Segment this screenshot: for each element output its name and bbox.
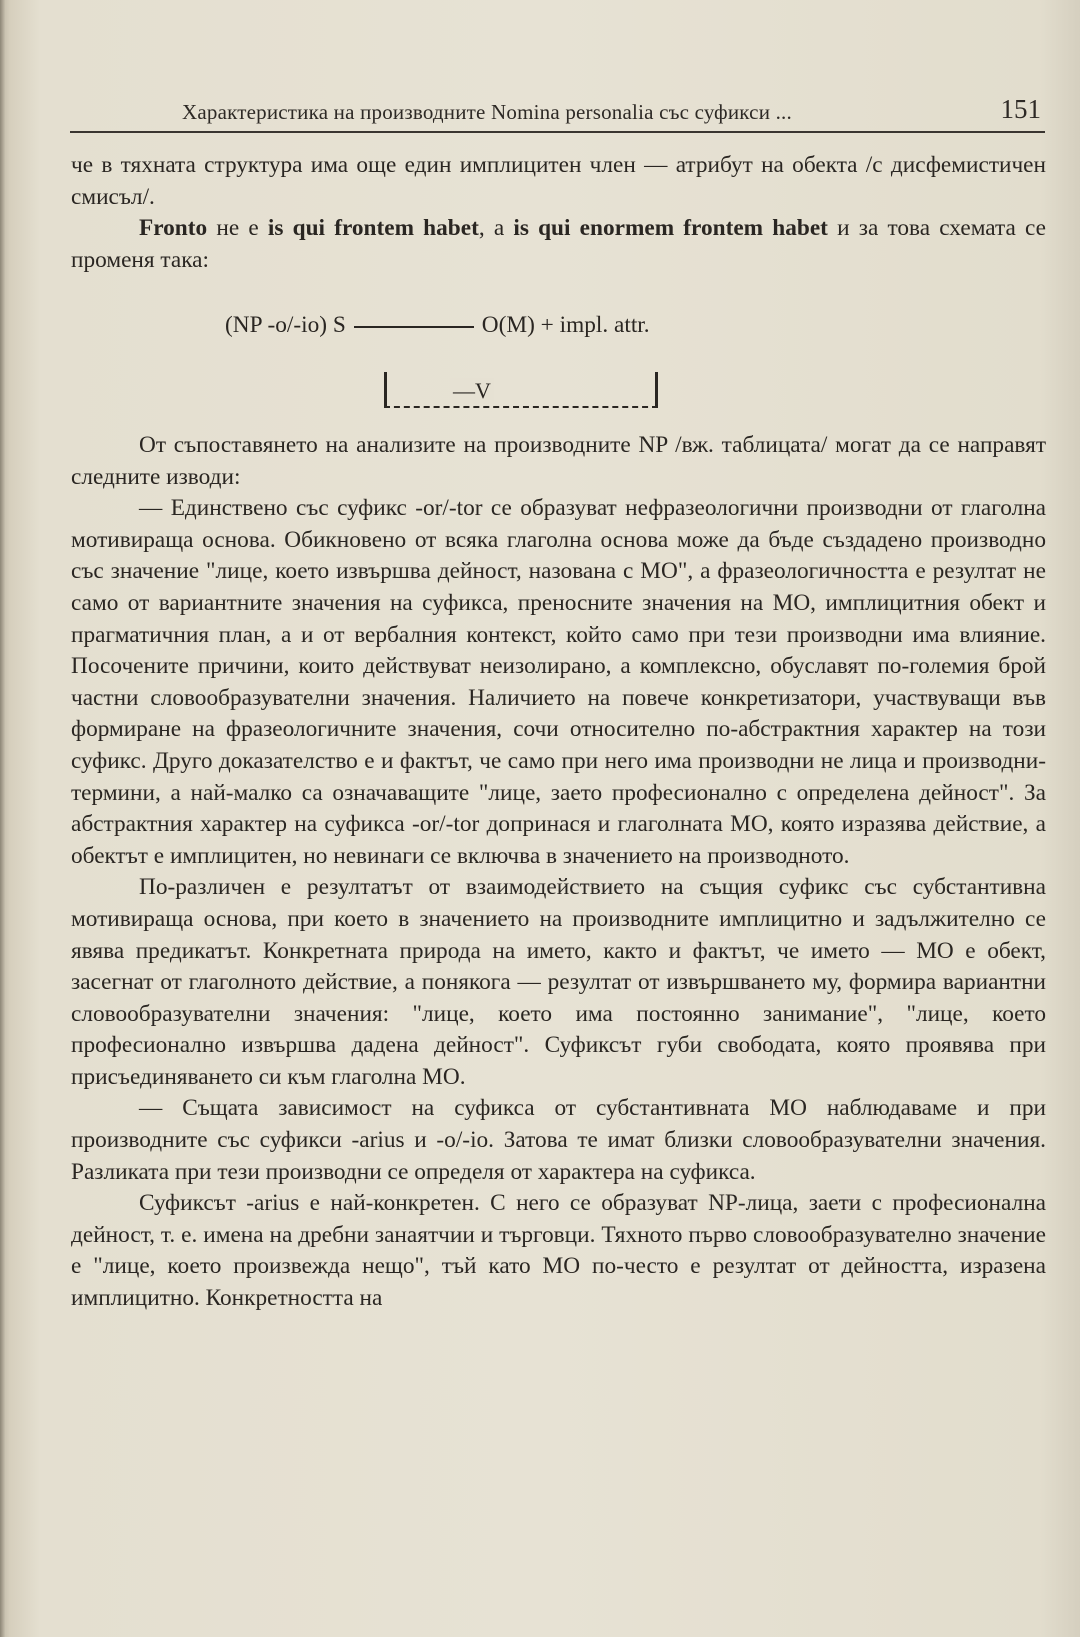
schema-left: (NP -o/-io) S [225,312,346,338]
page-spine-shadow [0,0,5,1637]
paragraph-4: — Единствено със суфикс -or/-tor се образуват нефразеологични производни от глаголна мотивираща основа. Обикновено от всяка глаголна основа може да бъде създадено производно със значение "лице, което извършва дейност, назована с МО", а фразеологичността е резултат не само от вариантните значения на суфикса, преносните значения на МО, имплицитния обект и прагматичния план, а и от вербалния контекст, който само при тези производни има влияние. Посочените причини, които действуват неизолирано, а комплексно, обуславят по-големия брой частни словообразувателни значения. Наличието на повече конкретизатори, участвуващи във формиране на фразеологичните значения, сочи относително по-абстрактния характер на този суфикс. Друго доказателство е и фактът, че само при него има производни не лица и производни-термини, а най-малко са означаващите "лице, заето професионално с определена дейност". За абстрактния характер на суфикса -or/-tor допринася и глаголната МО, която изразява действие, а обектът е имплицитен, но невинаги се включва в значението на производното. [71,495,1046,869]
page-header [70,96,1045,134]
term-fronto: Fronto [139,215,208,242]
paragraph-6: — Същата зависимост на суфикса от субстантивната МО наблюдаваме и при производните със суфикси -arius и -o/-io. Затова те имат близки словообразувателни значения. Разликата при тези производни се определя от характера на суфикса. [71,1095,1046,1185]
paragraph-7: Суфиксът -arius е най-конкретен. С него се образуват NP-лица, заети с професионална дейност, т. е. имена на дребни занаятчии и търговци. Тяхното първо словообразувателно значение е "лице, което произвежда нещо", тъй като МО по-често е резултат от дейността, изразена имплицитно. Конкретността на [71,1190,1046,1312]
bracket-right [655,372,658,408]
header-rule [70,131,1045,133]
body-text-main [71,430,1046,1315]
paragraph-1: че в тяхната структура има още един имплицитен член — атрибут на обекта /с дисфемистичен смисъл/. [71,152,1046,210]
running-head: Характеристика на производните Nomina personalia със суфикси ... [182,100,792,124]
schema-formula [225,310,650,341]
paragraph-3: От съпоставянето на анализите на производните NP /вж. таблицата/ могат да се направят следните изводи: [71,432,1046,490]
schema-arrow-line [354,326,474,328]
latin-phrase-1: is qui frontem habet [267,215,479,242]
text-run: и за това схемата се променя така: [71,215,1046,273]
body-text-top [71,150,1046,276]
latin-phrase-2: is qui enormem frontem habet [513,215,828,242]
schema-right: O(M) + impl. attr. [481,312,650,338]
page-number: 151 [1000,94,1041,124]
bracket-dashed-line [384,406,658,408]
paragraph-2 [71,213,1046,276]
text-run: не е [207,215,268,242]
bracket-label: —V [450,378,494,404]
bracket-left [384,372,387,408]
text-run: , а [478,215,514,242]
schema-bracket [384,372,658,408]
paragraph-5: По-различен е резултатът от взаимодействието на същия суфикс със субстантивна мотивираща основа, при което в значението на производните имплицитно и задължително се явява предикатът. Конкретната природа на името, както и фактът, че името — МО е обект, засегнат от глаголното действие, а понякога — резултат от извършването му, формира вариантни словообразувателни значения: "лице, което има постоянно занимание", "лице, което професионално извършва дадена дейност". Суфиксът губи свободата, която проявява при присъединяването си към глаголна МО. [71,874,1046,1090]
